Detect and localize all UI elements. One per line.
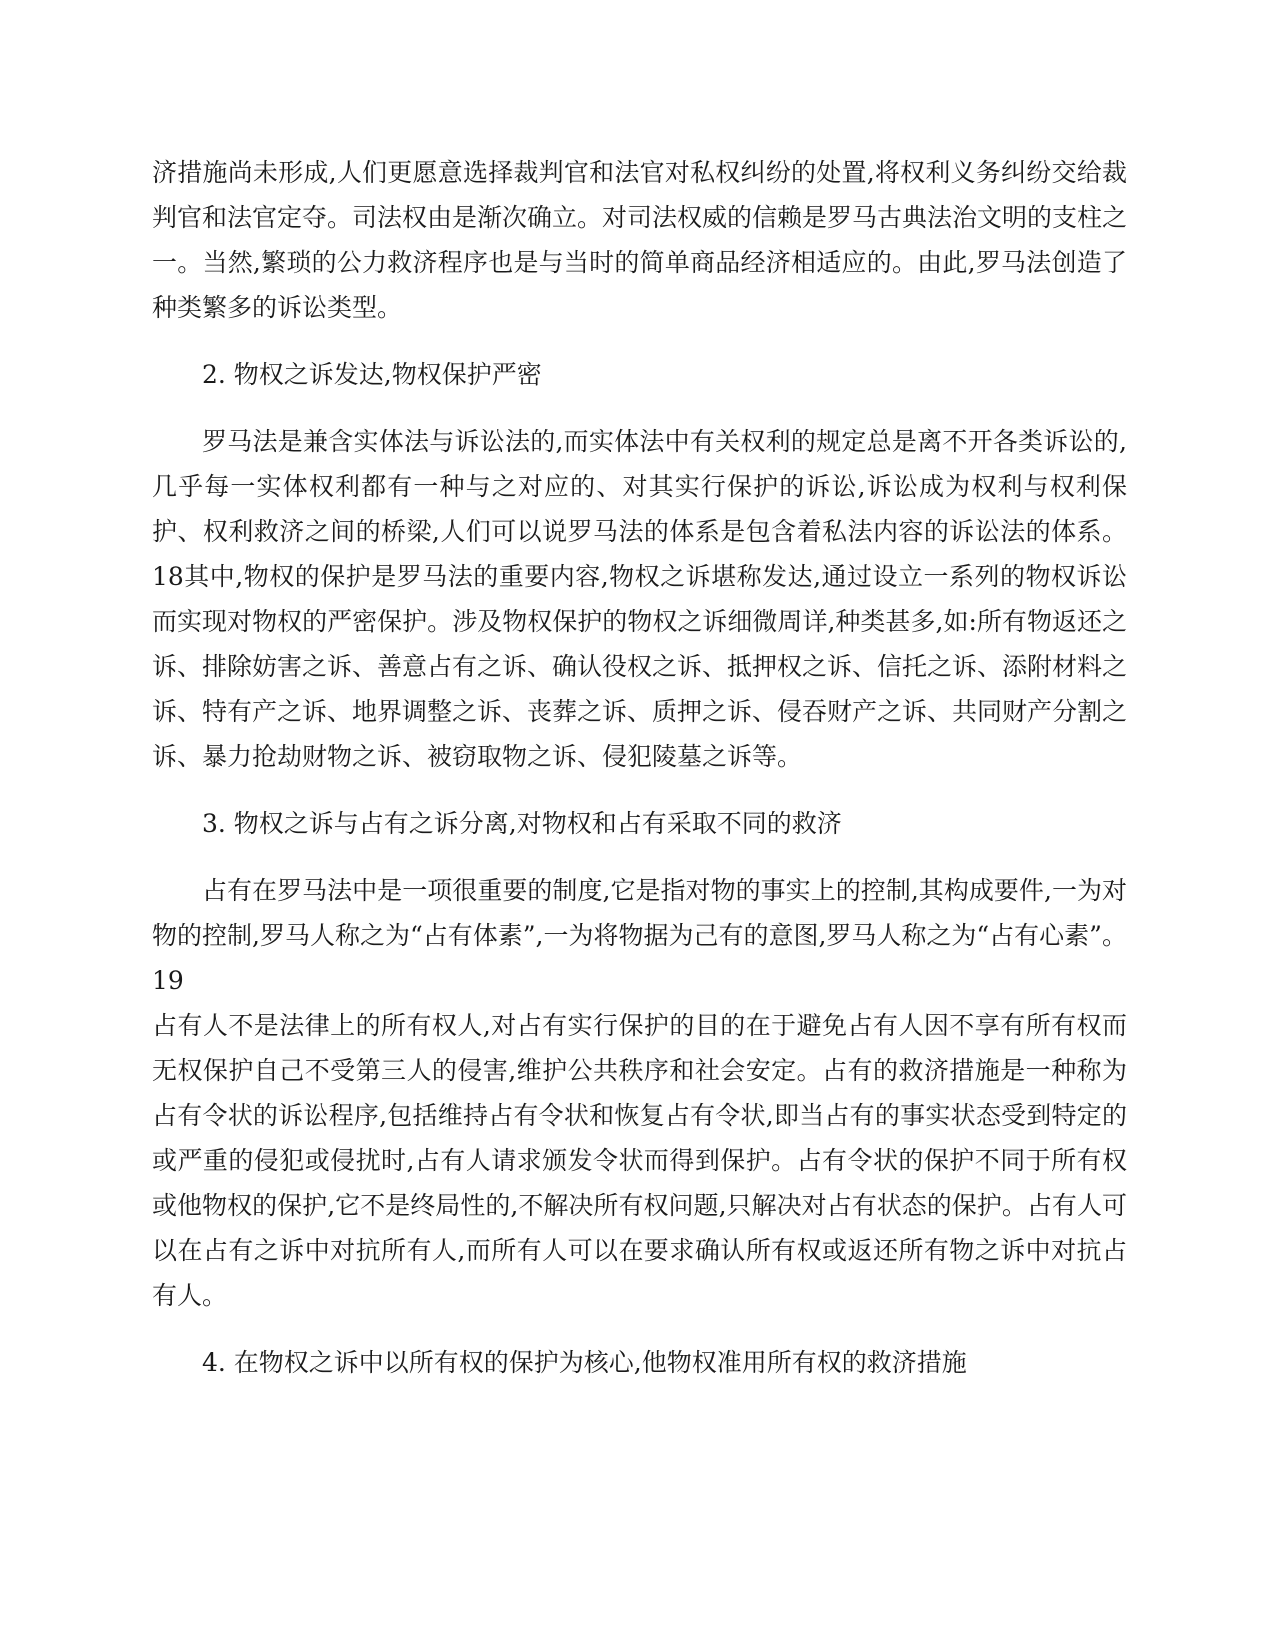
- paragraph-continuation: 济措施尚未形成,人们更愿意选择裁判官和法官对私权纠纷的处置,将权利义务纠纷交给裁判官和法官定夺。司法权由是渐次确立。对司法权威的信赖是罗马古典法治文明的支柱之一。当然,繁琐的公力救济程序也是与当时的简单商品经济相适应的。由此,罗马法创造了种类繁多的诉讼类型。: [152, 158, 1128, 322]
- section-heading-4: 4. 在物权之诉中以所有权的保护为核心,他物权准用所有权的救济措施: [202, 1348, 967, 1377]
- section-heading-2: 2. 物权之诉发达,物权保护严密: [202, 360, 542, 389]
- paragraph-possession-definition: 占有在罗马法中是一项很重要的制度,它是指对物的事实上的控制,其构成要件,一为对物的控制,罗马人称之为“占有体素”,一为将物据为己有的意图,罗马人称之为“占有心素”。: [152, 876, 1127, 950]
- document-page: [152, 150, 1127, 1385]
- section-heading-3: 3. 物权之诉与占有之诉分离,对物权和占有采取不同的救济: [202, 809, 842, 838]
- paragraph-possession-protection: 占有人不是法律上的所有权人,对占有实行保护的目的在于避免占有人因不享有所有权而无权保护自己不受第三人的侵害,维护公共秩序和社会安定。占有的救济措施是一种称为占有令状的诉讼程序,包括维持占有令状和恢复占有令状,即当占有的事实状态受到特定的或严重的侵犯或侵扰时,占有人请求颁发令状而得到保护。占有令状的保护不同于所有权或他物权的保护,它不是终局性的,不解决所有权问题,只解决对占有状态的保护。占有人可以在占有之诉中对抗所有人,而所有人可以在要求确认所有权或返还所有物之诉中对抗占有人。: [152, 1011, 1127, 1310]
- footnote-reference-19: 19: [152, 966, 184, 995]
- paragraph-real-right-actions: 罗马法是兼含实体法与诉讼法的,而实体法中有关权利的规定总是离不开各类诉讼的,几乎每一实体权利都有一种与之对应的、对其实行保护的诉讼,诉讼成为权利与权利保护、权利救济之间的桥梁,人们可以说罗马法的体系是包含着私法内容的诉讼法的体系。18其中,物权的保护是罗马法的重要内容,物权之诉堪称发达,通过设立一系列的物权诉讼而实现对物权的严密保护。涉及物权保护的物权之诉细微周详,种类甚多,如:所有物返还之诉、排除妨害之诉、善意占有之诉、确认役权之诉、抵押权之诉、信托之诉、添附材料之诉、特有产之诉、地界调整之诉、丧葬之诉、质押之诉、侵吞财产之诉、共同财产分割之诉、暴力抢劫财物之诉、被窃取物之诉、侵犯陵墓之诉等。: [152, 427, 1128, 771]
